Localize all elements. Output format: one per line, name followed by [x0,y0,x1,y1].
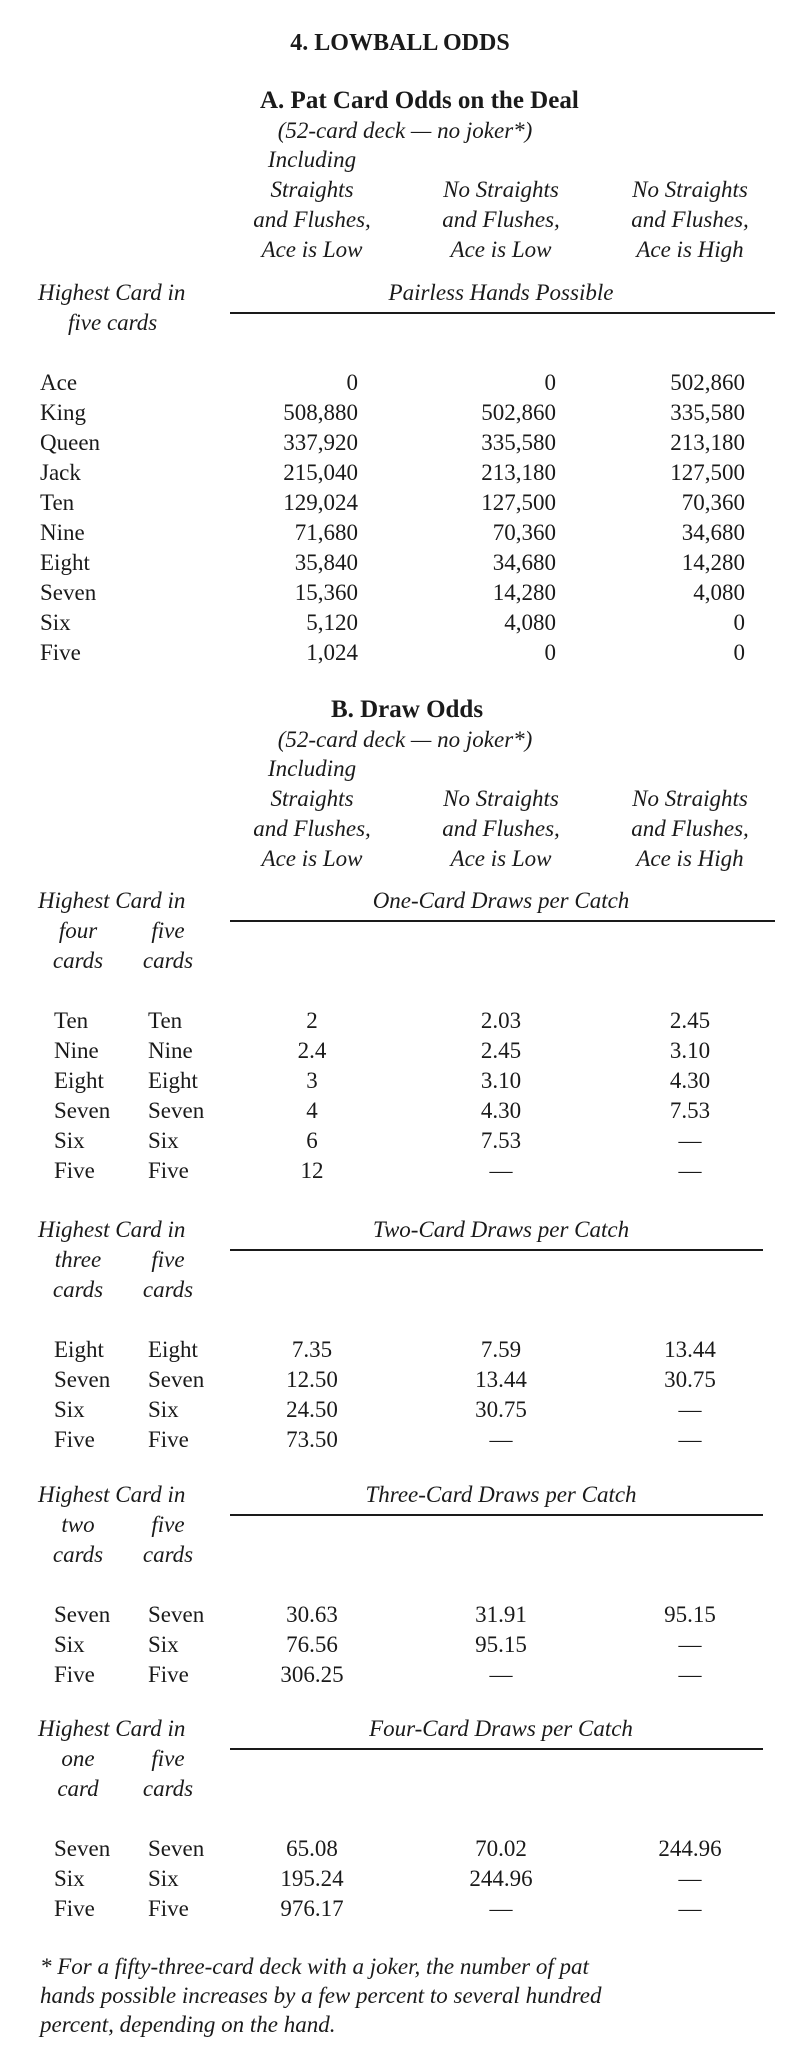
section-a-card-label: Jack [40,460,81,485]
draw-table-cell: 4 [306,1098,318,1123]
draw-table-cell: 73.50 [286,1427,338,1452]
footnote-line: percent, depending on the hand. [40,2012,336,2037]
section-a-cell: 14,280 [681,550,745,575]
section-a-cell: 0 [544,370,556,395]
section-a-cell: 502,860 [481,400,556,425]
draw-table-card-label: Eight [54,1068,104,1093]
section-a-col1-header-line: and Flushes, [253,207,371,232]
draw-table-cell: 3.10 [480,1068,522,1093]
draw-table-card-label: Five [54,1896,95,1921]
section-a-cell: 127,500 [481,490,556,515]
footnote-line: hands possible increases by a few percent to several hundred [40,1983,602,2008]
section-a-row-header: Highest Card in [38,280,186,305]
section-a-card-label: Ten [40,490,75,515]
draw-table-cell: 31.91 [475,1602,527,1627]
section-a-col1-header-line: Ace is Low [261,237,363,262]
draw-table-cell: 4.30 [669,1068,711,1093]
draw-table-span-header: Two-Card Draws per Catch [372,1217,630,1242]
draw-table-cell: 244.96 [658,1836,722,1861]
section-a-cell: 70,360 [681,490,745,515]
section-a-cell: 0 [544,640,556,665]
section-a-cell: 15,360 [294,580,358,605]
draw-table-cell: — [678,1866,702,1891]
section-a-cell: 215,040 [283,460,358,485]
section-a-card-label: Eight [40,550,90,575]
draw-table-cell: 13.44 [664,1337,716,1362]
draw-table-header-rule [230,1748,763,1750]
draw-table-cell: 30.75 [664,1367,716,1392]
draw-table-card-label: Nine [54,1038,99,1063]
draw-table-cell: 2.03 [480,1008,522,1033]
draw-table-card-label: Six [148,1397,179,1422]
draw-table-cell: 4.30 [480,1098,522,1123]
section-a-cell: 127,500 [670,460,745,485]
draw-table-left-header: cards [52,948,104,973]
section-a-cell: 335,580 [481,430,556,455]
draw-table-left-header: Highest Card in [38,1482,186,1507]
draw-table-cell: — [489,1662,513,1687]
draw-table-span-header: Three-Card Draws per Catch [365,1482,637,1507]
draw-table-left-header: Highest Card in [38,888,186,913]
section-a-cell: 70,360 [492,520,556,545]
draw-table-cell: 3 [306,1068,318,1093]
draw-table-left-header: five [151,1746,185,1771]
draw-table-header-rule [230,920,775,922]
draw-table-card-label: Five [148,1427,189,1452]
section-a-cell: 4,080 [693,580,745,605]
draw-table-card-label: Ten [148,1008,183,1033]
draw-table-cell: 2 [306,1008,318,1033]
draw-table-cell: 2.45 [669,1008,711,1033]
draw-table-cell: 7.53 [480,1128,522,1153]
section-a-col2-header-line: Ace is Low [450,237,552,262]
section-a-cell: 0 [733,640,745,665]
section-b-title: B. Draw Odds [330,696,484,723]
draw-table-cell: 7.59 [480,1337,522,1362]
draw-table-cell: 244.96 [469,1866,533,1891]
section-b-subtitle: (52-card deck — no joker*) [277,727,533,752]
draw-table-card-label: Eight [54,1337,104,1362]
draw-table-card-label: Ten [54,1008,89,1033]
draw-table-card-label: Seven [54,1602,111,1627]
draw-table-card-label: Five [54,1427,95,1452]
section-a-cell: 213,180 [481,460,556,485]
section-a-card-label: Queen [40,430,101,455]
section-a-cell: 508,880 [283,400,358,425]
draw-table-left-header: Highest Card in [38,1217,186,1242]
draw-table-left-header: five [151,1247,185,1272]
draw-table-cell: 306.25 [280,1662,344,1687]
section-a-cell: 0 [346,370,358,395]
draw-table-cell: 30.75 [475,1397,527,1422]
section-a-col1-header-line: Straights [270,177,354,202]
section-a-cell: 129,024 [283,490,358,515]
draw-table-cell: — [489,1427,513,1452]
section-a-cell: 34,680 [492,550,556,575]
draw-table-cell: — [678,1896,702,1921]
draw-table-card-label: Eight [148,1337,198,1362]
draw-table-card-label: Five [54,1158,95,1183]
page-title: 4. LOWBALL ODDS [290,30,510,56]
draw-table-left-header: cards [142,1542,194,1567]
draw-table-left-header: two [61,1512,95,1537]
section-a-cell: 5,120 [306,610,358,635]
section-a-cell: 335,580 [670,400,745,425]
draw-table-left-header: one [61,1746,95,1771]
section-a-col3-header-line: Ace is High [636,237,744,262]
section-a-cell: 0 [733,610,745,635]
draw-table-left-header: four [58,918,98,943]
section-b-col1-header-line: and Flushes, [253,816,371,841]
draw-table-cell: 76.56 [286,1632,338,1657]
draw-table-cell: 24.50 [286,1397,338,1422]
draw-table-cell: 95.15 [475,1632,527,1657]
draw-table-left-header: five [151,1512,185,1537]
section-a-cell: 14,280 [492,580,556,605]
draw-table-left-header: cards [52,1542,104,1567]
draw-table-span-header: One-Card Draws per Catch [372,888,630,913]
draw-table-cell: 12 [300,1158,324,1183]
draw-table-card-label: Five [148,1158,189,1183]
draw-table-card-label: Nine [148,1038,193,1063]
draw-table-cell: 2.4 [297,1038,327,1063]
section-a-subtitle: (52-card deck — no joker*) [277,118,533,143]
draw-table-card-label: Six [54,1128,85,1153]
section-a-card-label: Five [40,640,81,665]
draw-table-left-header: Highest Card in [38,1716,186,1741]
draw-table-cell: 195.24 [280,1866,344,1891]
draw-table-left-header: three [54,1247,102,1272]
section-a-cell: 34,680 [681,520,745,545]
section-b-col1-header-line: Ace is Low [261,846,363,871]
draw-table-cell: 12.50 [286,1367,338,1392]
draw-table-cell: — [678,1158,702,1183]
section-a-card-label: Six [40,610,71,635]
draw-table-cell: — [678,1397,702,1422]
section-a-cell: 71,680 [294,520,358,545]
section-a-col2-header-line: No Straights [443,177,559,202]
draw-table-card-label: Seven [148,1098,205,1123]
section-a-card-label: Seven [40,580,97,605]
draw-table-header-rule [230,1514,763,1516]
draw-table-cell: — [678,1632,702,1657]
draw-table-left-header: cards [142,1776,194,1801]
draw-table-left-header: cards [142,948,194,973]
section-b-col2-header-line: Ace is Low [450,846,552,871]
section-a-card-label: Nine [40,520,85,545]
section-a-cell: 337,920 [283,430,358,455]
section-b-col3-header-line: No Straights [632,786,748,811]
draw-table-cell: 2.45 [480,1038,522,1063]
draw-table-card-label: Seven [148,1836,205,1861]
section-b-col3-header-line: Ace is High [636,846,744,871]
draw-table-cell: 3.10 [669,1038,711,1063]
draw-table-card-label: Seven [148,1602,205,1627]
draw-table-card-label: Five [148,1896,189,1921]
draw-table-cell: 976.17 [280,1896,344,1921]
section-a-cell: 4,080 [504,610,556,635]
draw-table-cell: — [678,1662,702,1687]
draw-table-card-label: Six [148,1632,179,1657]
section-b-col3-header-line: and Flushes, [631,816,749,841]
section-a-cell: 35,840 [294,550,358,575]
draw-table-cell: 65.08 [286,1836,338,1861]
draw-table-card-label: Seven [54,1836,111,1861]
section-a-row-header: five cards [68,310,158,335]
draw-table-card-label: Five [148,1662,189,1687]
draw-table-left-header: cards [142,1277,194,1302]
draw-table-left-header: card [57,1776,99,1801]
section-b-col1-header-line: Including [267,756,357,781]
section-b-col2-header-line: and Flushes, [442,816,560,841]
section-a-card-label: King [40,400,86,425]
draw-table-card-label: Six [54,1632,85,1657]
section-a-card-label: Ace [40,370,78,395]
section-b-col1-header-line: Straights [270,786,354,811]
section-a-col1-header-line: Including [267,147,357,172]
footnote-line: * For a fifty-three-card deck with a joker, the number of pat [40,1954,589,1979]
draw-table-cell: — [489,1158,513,1183]
draw-table-cell: — [489,1896,513,1921]
draw-table-left-header: five [151,918,185,943]
draw-table-card-label: Seven [148,1367,205,1392]
draw-table-header-rule [230,1249,763,1251]
draw-table-left-header: cards [52,1277,104,1302]
draw-table-cell: 6 [306,1128,318,1153]
draw-table-card-label: Six [54,1866,85,1891]
section-a-header-rule [230,312,775,314]
draw-table-cell: 30.63 [286,1602,338,1627]
draw-table-cell: 7.53 [669,1098,711,1123]
draw-table-card-label: Six [54,1397,85,1422]
draw-table-card-label: Six [148,1866,179,1891]
section-a-cell: 502,860 [670,370,745,395]
draw-table-cell: 70.02 [475,1836,527,1861]
draw-table-cell: 13.44 [475,1367,527,1392]
section-a-title: A. Pat Card Odds on the Deal [260,87,579,114]
section-a-cell: 1,024 [306,640,358,665]
section-a-col3-header-line: No Straights [632,177,748,202]
draw-table-card-label: Seven [54,1098,111,1123]
section-a-cell: 213,180 [670,430,745,455]
draw-table-card-label: Seven [54,1367,111,1392]
draw-table-card-label: Eight [148,1068,198,1093]
draw-table-cell: — [678,1128,702,1153]
section-a-span-header: Pairless Hands Possible [388,280,614,305]
section-a-col2-header-line: and Flushes, [442,207,560,232]
section-a-col3-header-line: and Flushes, [631,207,749,232]
draw-table-span-header: Four-Card Draws per Catch [369,1716,633,1741]
draw-table-card-label: Six [148,1128,179,1153]
section-b-col2-header-line: No Straights [443,786,559,811]
draw-table-cell: 95.15 [664,1602,716,1627]
draw-table-cell: — [678,1427,702,1452]
draw-table-card-label: Five [54,1662,95,1687]
draw-table-cell: 7.35 [291,1337,333,1362]
